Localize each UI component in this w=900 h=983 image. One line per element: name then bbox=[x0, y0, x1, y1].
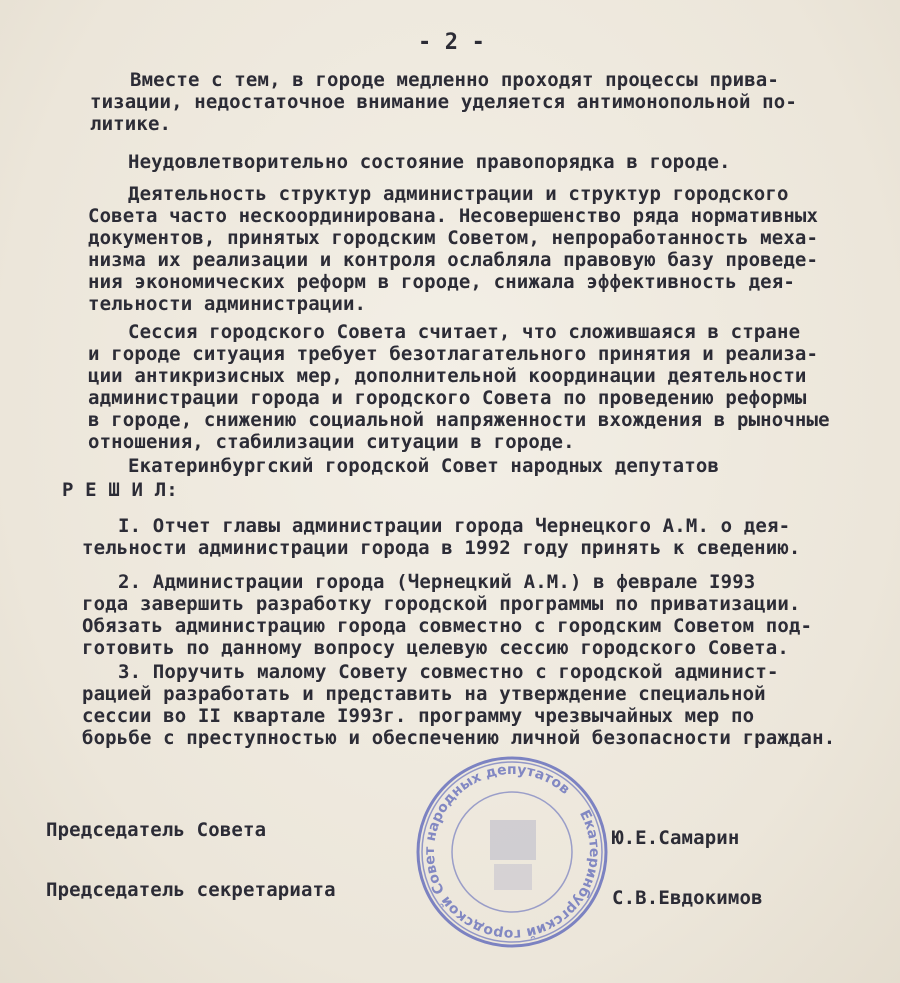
text-line: 2. Администрации города (Чернецкий А.М.) в феврале I993 bbox=[118, 571, 756, 593]
text-line: рацией разработать и представить на утверждение специальной bbox=[82, 683, 766, 705]
text-line: сессии во II квартале I993г. программу чрезвычайных мер по bbox=[82, 705, 755, 727]
text-line: тельности администрации. bbox=[88, 293, 367, 315]
stamp-text: Екатеринбургский городской Совет народных депутатов bbox=[421, 761, 603, 943]
signatory-name: Ю.Е.Самарин bbox=[612, 827, 740, 849]
text-line: 3. Поручить малому Совету совместно с городской админист- bbox=[118, 661, 779, 683]
text-line: года завершить разработку городской программы по приватизации. bbox=[82, 593, 801, 615]
signatory-title: Председатель Совета bbox=[46, 819, 267, 841]
text-line: литике. bbox=[90, 113, 172, 135]
page-number: - 2 - bbox=[418, 30, 485, 55]
text-line: борьбе с преступностью и обеспечению личной безопасности граждан. bbox=[82, 727, 836, 749]
text-line: низма их реализации и контроля ослабляла правовую базу проведе- bbox=[88, 249, 819, 271]
text-line: тизации, недостаточное внимание уделяется антимонопольной по- bbox=[90, 91, 797, 113]
text-line: Совета часто нескоординирована. Несовершенство ряда нормативных bbox=[88, 205, 819, 227]
text-line: документов, принятых городским Советом, непроработанность меха- bbox=[88, 227, 819, 249]
text-line: Сессия городского Совета считает, что сложившаяся в стране bbox=[128, 321, 801, 343]
text-line: ния экономических реформ в городе, снижала эффективность дея- bbox=[88, 271, 795, 293]
decision-heading: Р Е Ш И Л: bbox=[62, 479, 178, 501]
text-line: администрации города и городского Совета по проведению реформы bbox=[88, 387, 807, 409]
text-line: Вместе с тем, в городе медленно проходят процессы прива- bbox=[130, 69, 779, 91]
text-line: Екатеринбургский городской Совет народных депутатов bbox=[128, 455, 720, 477]
signatory-title: Председатель секретариата bbox=[46, 879, 336, 901]
text-line: I. Отчет главы администрации города Чернецкого А.М. о дея- bbox=[118, 515, 791, 537]
text-line: Неудовлетворительно состояние правопорядка в городе. bbox=[128, 151, 731, 173]
text-line: Деятельность структур администрации и структур городского bbox=[128, 183, 789, 205]
text-line: ции антикризисных мер, дополнительной координации деятельности bbox=[88, 365, 807, 387]
official-stamp bbox=[412, 752, 612, 952]
text-line: и городе ситуация требует безотлагательного принятия и реализа- bbox=[88, 343, 819, 365]
text-line: Обязать администрацию города совместно с городским Советом под- bbox=[82, 615, 813, 637]
text-line: тельности администрации города в 1992 году принять к сведению. bbox=[82, 537, 801, 559]
text-line: готовить по данному вопросу целевую сессию городского Совета. bbox=[82, 637, 789, 659]
signatory-name: С.В.Евдокимов bbox=[612, 887, 763, 909]
text-line: в городе, снижению социальной напряженности вхождения в рыночные bbox=[88, 409, 830, 431]
text-line: отношения, стабилизации ситуации в городе. bbox=[88, 431, 575, 453]
